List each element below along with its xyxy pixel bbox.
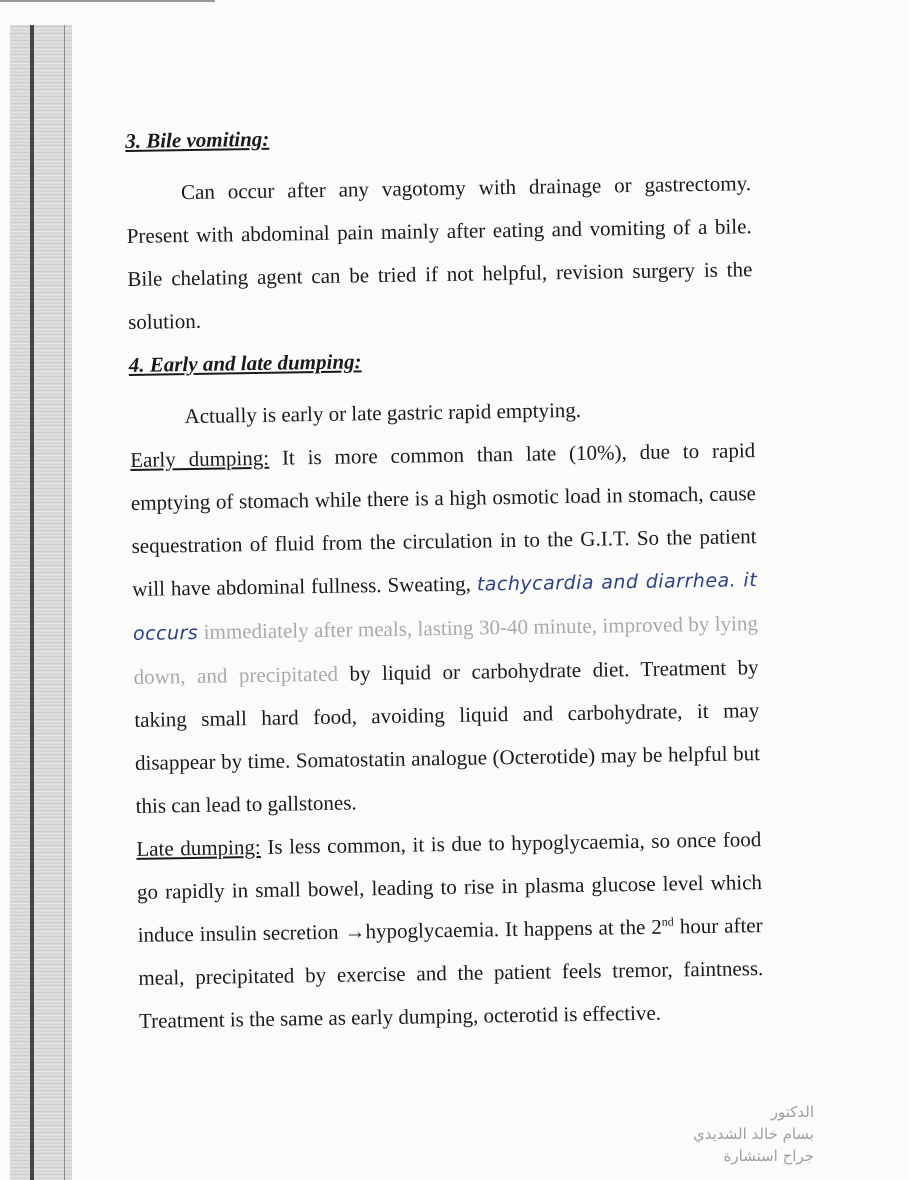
stamp-line-1: الدكتور — [770, 1103, 814, 1121]
late-dumping-paragraph — [136, 818, 764, 1043]
early-dumping-paragraph — [130, 429, 761, 828]
scan-binding-line — [30, 25, 34, 1180]
dumping-intro: Actually is early or late gastric rapid emptying. — [184, 397, 582, 429]
stamp-line-3: جراح استشارة — [723, 1147, 814, 1165]
doctor-stamp — [639, 1101, 814, 1173]
early-dumping-text-1: It is more common than late (10%), due to rapid emptying of stomach while there is a high osmotic load in stomach, cause sequestration of fluid from the circulation in to the G.I.T. So the patient will have abdominal fullness. Sweating, — [130, 438, 757, 601]
scan-binding-edge — [10, 25, 72, 1180]
late-dumping-term: Late dumping: — [136, 834, 261, 861]
document-page — [125, 116, 764, 1043]
ordinal-superscript: nd — [661, 914, 674, 929]
scan-binding-line-inner — [64, 25, 65, 1180]
early-dumping-faded-text: immediately after meals, lasting 30-40 minute, improved by lying down, and precipitated — [133, 611, 759, 689]
stamp-line-2: بسام خالد الشديدي — [692, 1125, 814, 1143]
bile-vomiting-paragraph: Can occur after any vagotomy with drainage or gastrectomy. Present with abdominal pain mainly after eating and vomiting of a bile. Bile chelating agent can be tried if not helpful, revision surgery is the solution. — [126, 171, 753, 334]
early-dumping-term: Early dumping: — [130, 445, 270, 472]
late-dumping-text-1: Is less common, it is due to hypoglycaemia, so once food go rapidly in small bowel, leading to rise in plasma glucose level which induce insulin secretion →hypoglycaemia. It happens at the 2 — [136, 827, 763, 947]
top-scan-rule — [0, 0, 215, 2]
section-heading-bile-vomiting: 3. Bile vomiting: — [125, 126, 270, 153]
late-dumping-text-2: hour after meal, precipitated by exercise and the patient feels tremor, faintness. Treatment is the same as early dumping, octerotid is effective. — [138, 913, 764, 1033]
early-dumping-text-2: by liquid or carbohydrate diet. Treatment by taking small hard food, avoiding liquid and carbohydrate, it may disappear by time. Somatostatin analogue (Octerotide) may be helpful but this can lead to gallstones. — [134, 655, 761, 818]
handwritten-annotation: tachycardia and diarrhea. it occurs — [132, 569, 758, 645]
section-heading-dumping: 4. Early and late dumping: — [128, 349, 362, 377]
